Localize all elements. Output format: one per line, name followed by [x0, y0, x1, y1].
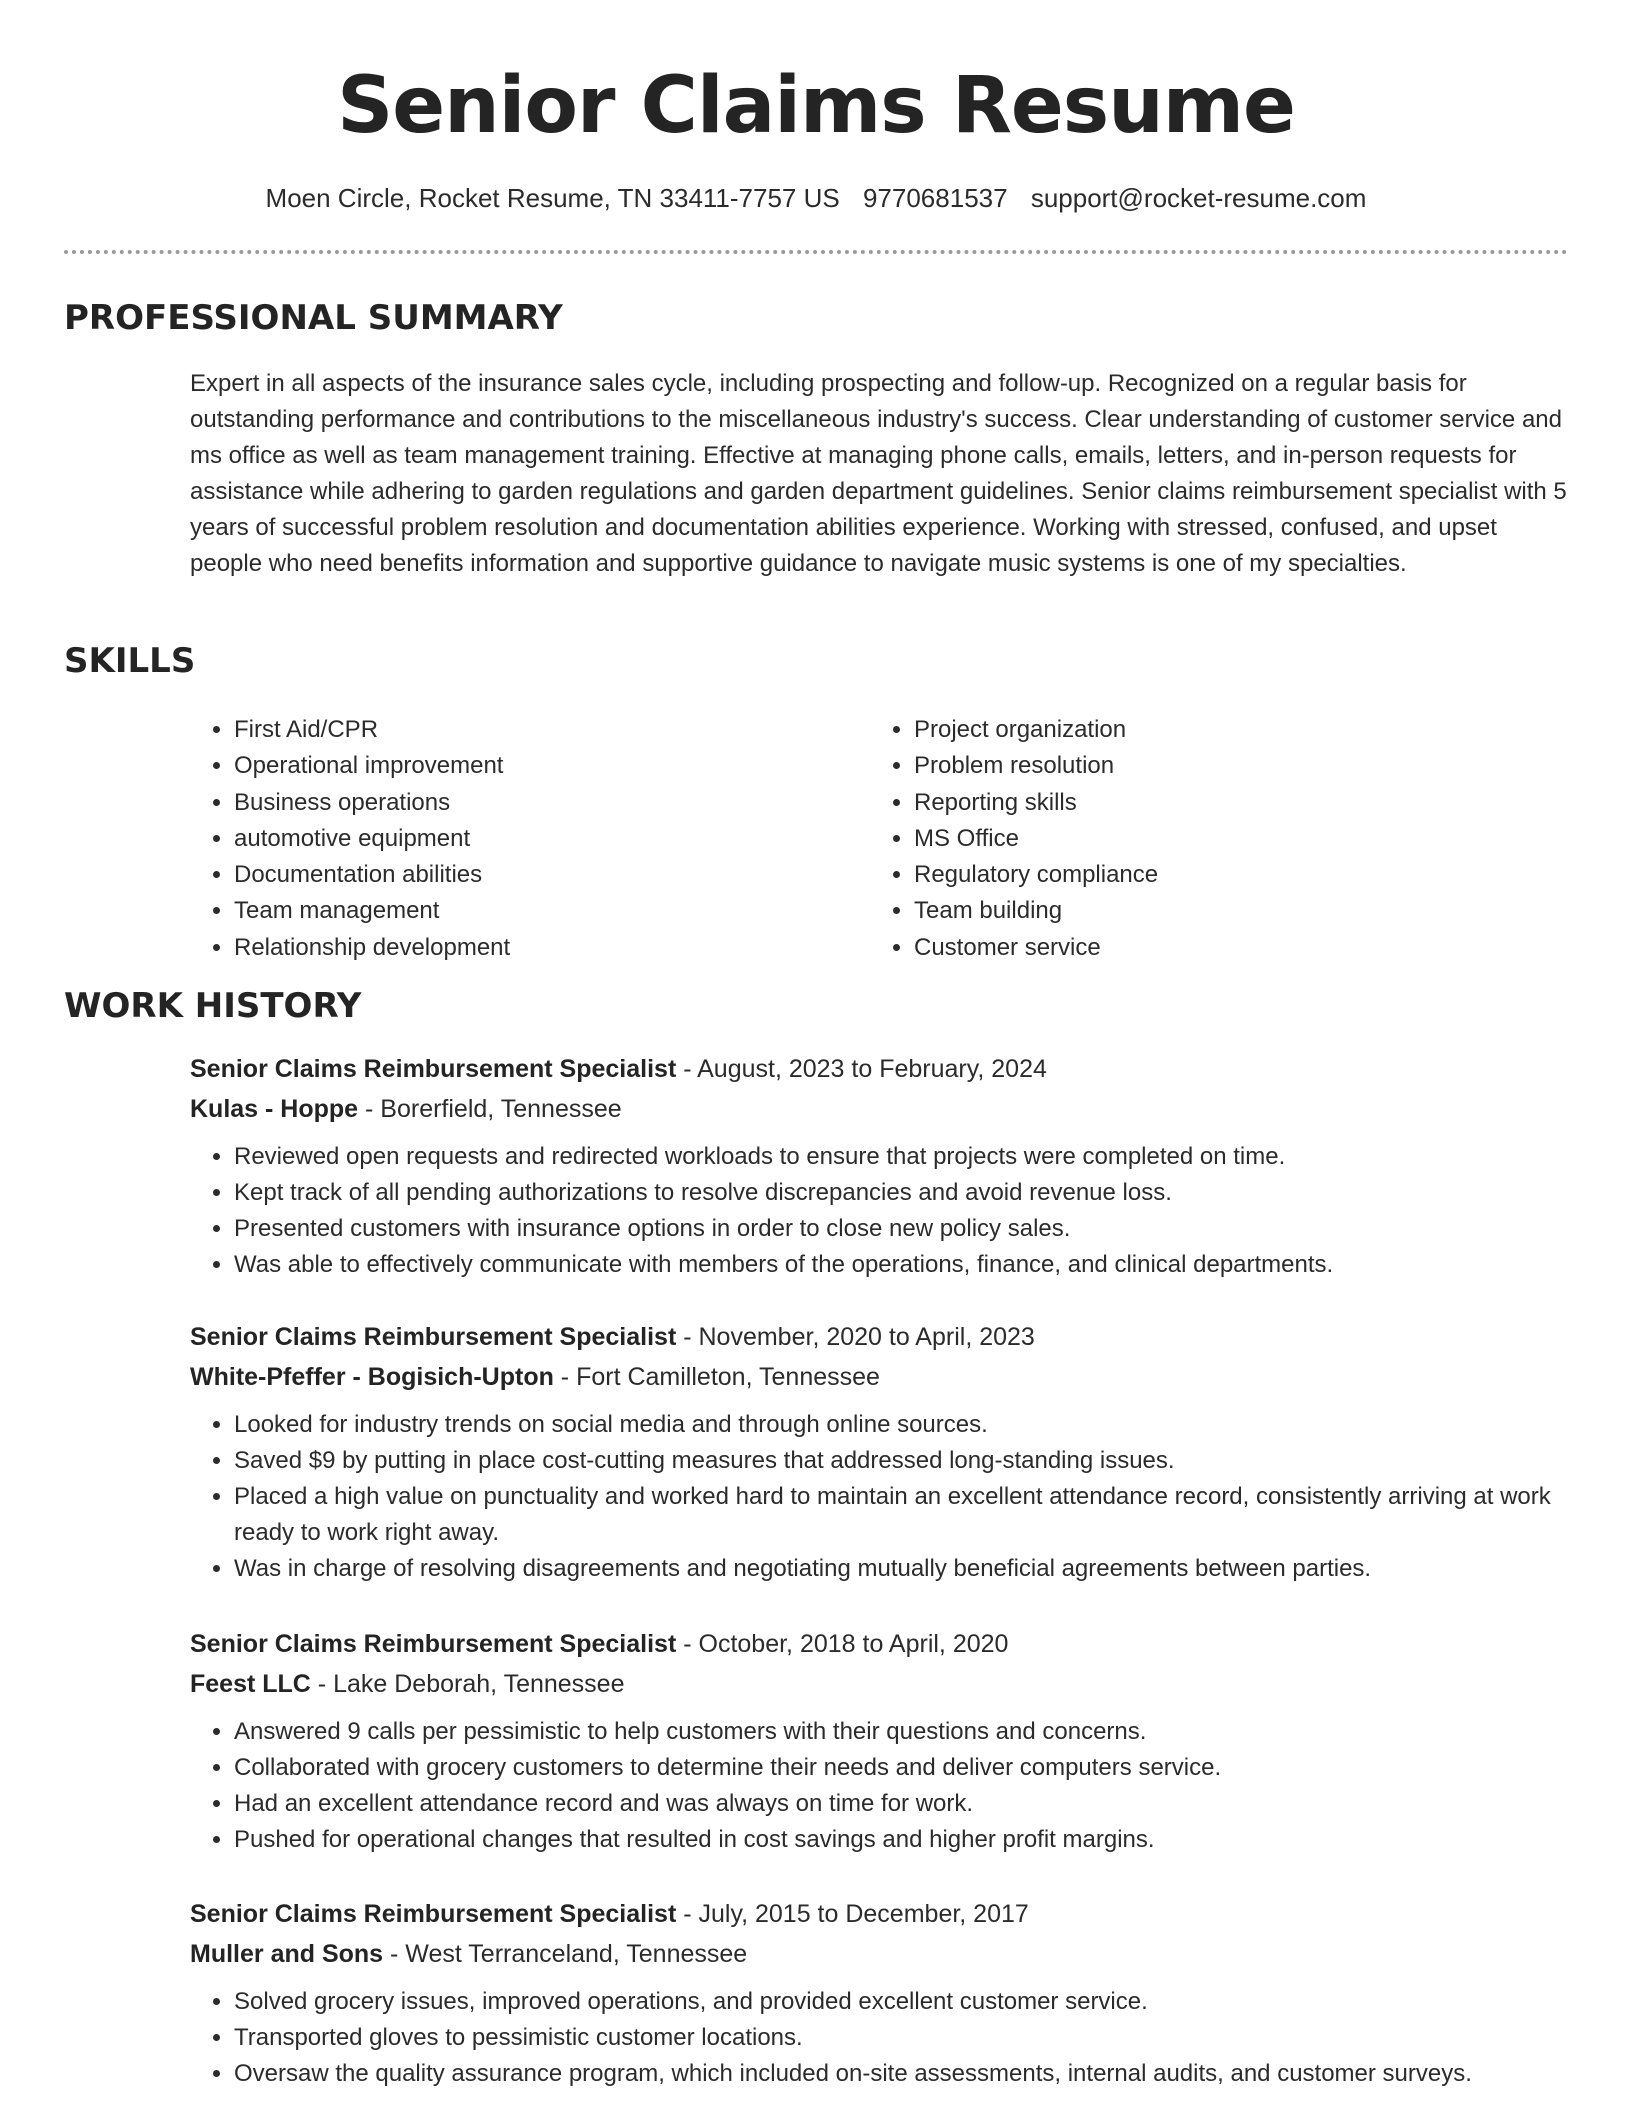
job-location: - Lake Deborah, Tennessee: [310, 1670, 625, 1698]
job-company-line: [190, 1357, 1570, 1397]
job-title-line: [190, 1317, 1570, 1357]
skill-item: • automotive equipment: [234, 821, 870, 857]
job-bullet: • Oversaw the quality assurance program, which included on-site assessments, internal audits, and customer surveys.: [234, 2056, 1570, 2092]
contact-address: Moen Circle, Rocket Resume, TN 33411-7757 US: [265, 183, 840, 213]
job-bullets: [190, 1407, 1570, 1587]
skills-heading: SKILLS: [64, 641, 196, 681]
skill-item: • Reporting skills: [914, 785, 1550, 821]
contact-phone: 9770681537: [862, 183, 1008, 213]
job-bullet: • Kept track of all pending authorizations to resolve discrepancies and avoid revenue loss.: [234, 1175, 1570, 1211]
job-entry: [190, 1049, 1570, 1283]
skill-item: • MS Office: [914, 821, 1550, 857]
skill-item: • Documentation abilities: [234, 857, 870, 893]
skill-item: • Project organization: [914, 712, 1550, 748]
skill-item: • Business operations: [234, 785, 870, 821]
job-location: - Fort Camilleton, Tennessee: [553, 1363, 880, 1391]
job-entry: [190, 1624, 1570, 1858]
skill-item: • Relationship development: [234, 930, 870, 966]
job-bullet: • Looked for industry trends on social media and through online sources.: [234, 1407, 1570, 1443]
job-company: Feest LLC: [190, 1670, 311, 1698]
job-bullet: • Pushed for operational changes that resulted in cost savings and higher profit margins.: [234, 1822, 1570, 1858]
resume-title: Senior Claims Resume: [337, 61, 1295, 151]
skill-item: • Customer service: [914, 930, 1550, 966]
job-company-line: [190, 1934, 1570, 1974]
summary-text: Expert in all aspects of the insurance sales cycle, including prospecting and follow-up. Recognized on a regular basis for outstanding performance and contributions to the miscellaneous industry's success. Clear understanding of customer service and ms office as well as team management training. Effective at managing phone calls, emails, letters, and in-person requests for assistance while adhering to garden regulations and garden department guidelines. Senior claims reimbursement specialist with 5 years of successful problem resolution and documentation abilities experience. Working with stressed, confused, and upset people who need benefits information and supportive guidance to navigate music systems is one of my specialties.: [190, 370, 1567, 577]
contact-line: [0, 180, 1632, 216]
job-entry: [190, 1894, 1570, 2092]
job-bullet: • Saved $9 by putting in place cost-cutting measures that addressed long-standing issues.: [234, 1443, 1570, 1479]
job-bullet: • Solved grocery issues, improved operations, and provided excellent customer service.: [234, 1984, 1570, 2020]
skills-list: [190, 712, 1570, 966]
job-bullet: • Placed a high value on punctuality and worked hard to maintain an excellent attendance record, consistently arriving at work ready to work right away.: [234, 1479, 1570, 1551]
job-dates: - November, 2020 to April, 2023: [676, 1323, 1035, 1351]
summary-heading: PROFESSIONAL SUMMARY: [64, 298, 563, 338]
work-history-heading: WORK HISTORY: [64, 986, 362, 1026]
header-divider: [64, 250, 1568, 254]
job-dates: - August, 2023 to February, 2024: [676, 1055, 1047, 1083]
skill-item: • Operational improvement: [234, 748, 870, 784]
job-company: Kulas - Hoppe: [190, 1095, 359, 1123]
job-title-line: [190, 1894, 1570, 1934]
job-location: - West Terranceland, Tennessee: [383, 1940, 748, 1968]
job-dates: - October, 2018 to April, 2020: [676, 1630, 1009, 1658]
job-location: - Borerfield, Tennessee: [358, 1095, 622, 1123]
skill-item: • Problem resolution: [914, 748, 1550, 784]
job-entry: [190, 1317, 1570, 1587]
job-bullet: • Was able to effectively communicate with members of the operations, finance, and clinical departments.: [234, 1247, 1570, 1283]
job-bullet: • Transported gloves to pessimistic customer locations.: [234, 2020, 1570, 2056]
job-role: Senior Claims Reimbursement Specialist: [190, 1323, 677, 1351]
job-role: Senior Claims Reimbursement Specialist: [190, 1055, 677, 1083]
job-company-line: [190, 1664, 1570, 1704]
contact-email: support@rocket-resume.com: [1030, 183, 1367, 213]
job-bullet: • Had an excellent attendance record and was always on time for work.: [234, 1786, 1570, 1822]
job-bullet: • Presented customers with insurance options in order to close new policy sales.: [234, 1211, 1570, 1247]
skills-column-right: [870, 712, 1550, 966]
skill-item: • First Aid/CPR: [234, 712, 870, 748]
job-role: Senior Claims Reimbursement Specialist: [190, 1630, 677, 1658]
job-bullets: [190, 1984, 1570, 2092]
skills-column-left: [190, 712, 870, 966]
job-role: Senior Claims Reimbursement Specialist: [190, 1900, 677, 1928]
job-title-line: [190, 1049, 1570, 1089]
job-bullet: • Collaborated with grocery customers to determine their needs and deliver computers service.: [234, 1750, 1570, 1786]
job-company: White-Pfeffer - Bogisich-Upton: [190, 1363, 554, 1391]
skill-item: • Team building: [914, 893, 1550, 929]
job-company: Muller and Sons: [190, 1940, 384, 1968]
job-bullets: [190, 1714, 1570, 1858]
job-bullet: • Reviewed open requests and redirected workloads to ensure that projects were completed on time.: [234, 1139, 1570, 1175]
job-bullets: [190, 1139, 1570, 1283]
job-bullet: • Answered 9 calls per pessimistic to help customers with their questions and concerns.: [234, 1714, 1570, 1750]
job-dates: - July, 2015 to December, 2017: [676, 1900, 1029, 1928]
skill-item: • Team management: [234, 893, 870, 929]
skill-item: • Regulatory compliance: [914, 857, 1550, 893]
job-title-line: [190, 1624, 1570, 1664]
job-company-line: [190, 1089, 1570, 1129]
job-bullet: • Was in charge of resolving disagreements and negotiating mutually beneficial agreements between parties.: [234, 1551, 1570, 1587]
